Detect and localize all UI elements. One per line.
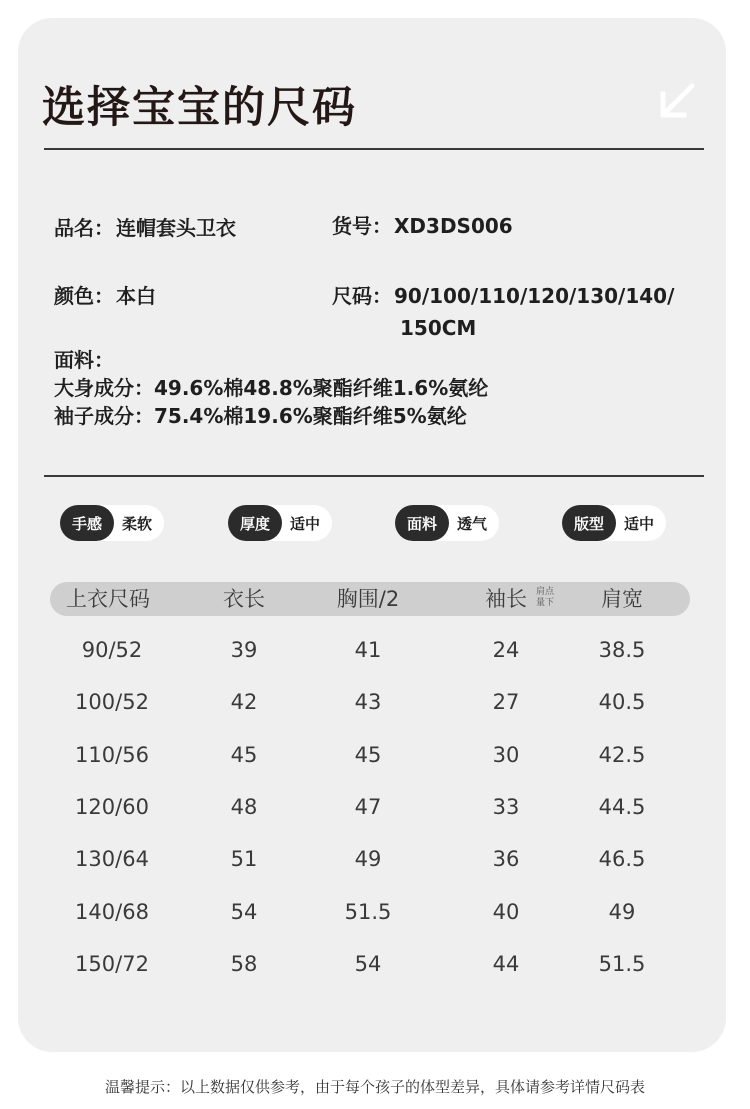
cell-size: 100/52 — [75, 690, 149, 715]
cell-size: 150/72 — [75, 951, 149, 976]
cell-length: 51 — [230, 847, 258, 872]
table-row — [0, 839, 750, 879]
cell-sleeve: 30 — [492, 742, 520, 767]
cell-sleeve: 27 — [492, 690, 520, 715]
cell-size: 90/52 — [81, 638, 143, 662]
attribute-value: 适中 — [624, 514, 655, 533]
attribute-fabric — [395, 505, 499, 541]
cell-chest: 49 — [354, 847, 382, 872]
cell-size: 140/68 — [75, 899, 149, 924]
size-table-header — [50, 582, 690, 616]
divider-top — [44, 148, 704, 150]
attribute-feel — [60, 505, 164, 541]
product-color — [54, 280, 156, 312]
attribute-thickness — [228, 505, 332, 541]
cell-length: 45 — [230, 742, 258, 767]
cell-length: 42 — [230, 690, 258, 715]
attribute-key: 厚度 — [228, 505, 282, 541]
cell-chest: 41 — [354, 638, 382, 662]
color-value: 本白 — [116, 284, 156, 308]
header-sleeve: 袖长 — [485, 587, 527, 611]
attribute-fit — [562, 505, 666, 541]
cell-sleeve: 24 — [492, 638, 520, 662]
sku-value: XD3DS006 — [394, 214, 513, 238]
attribute-key: 面料 — [395, 505, 449, 541]
sku-label: 货号： — [332, 214, 392, 238]
attribute-key: 手感 — [60, 505, 114, 541]
cell-length: 39 — [230, 638, 258, 662]
attribute-key: 版型 — [562, 505, 616, 541]
cell-shoulder: 51.5 — [598, 951, 646, 976]
table-row — [0, 630, 750, 670]
cell-shoulder: 40.5 — [598, 690, 646, 715]
cell-chest: 47 — [354, 794, 382, 819]
header-chest: 胸围/2 — [336, 587, 400, 611]
table-row — [0, 944, 750, 984]
cell-shoulder: 44.5 — [598, 794, 646, 819]
arrow-down-left-icon — [656, 80, 698, 122]
fabric-label: 面料： — [54, 348, 114, 372]
cell-sleeve: 36 — [492, 847, 520, 872]
cell-size: 120/60 — [75, 794, 149, 819]
divider-middle — [44, 475, 704, 477]
fabric-composition — [54, 346, 488, 430]
cell-size: 110/56 — [75, 742, 149, 767]
cell-size: 130/64 — [75, 847, 149, 872]
cell-shoulder: 42.5 — [598, 742, 646, 767]
size-value-line2: 150CM — [400, 316, 477, 340]
cell-shoulder: 38.5 — [598, 638, 646, 662]
footer-note: 温馨提示：以上数据仅供参考，由于每个孩子的体型差异，具体请参考详情尺码表 — [104, 1078, 645, 1096]
cell-chest: 45 — [354, 742, 382, 767]
size-label: 尺码： — [332, 284, 392, 308]
cell-length: 48 — [230, 794, 258, 819]
product-name-label: 品名： — [54, 216, 114, 240]
table-row — [0, 682, 750, 722]
attribute-value: 适中 — [290, 514, 321, 533]
cell-shoulder: 49 — [608, 899, 636, 924]
color-label: 颜色： — [54, 284, 114, 308]
fabric-body: 大身成分：49.6%棉48.8%聚酯纤维1.6%氨纶 — [54, 376, 489, 400]
cell-sleeve: 33 — [492, 794, 520, 819]
header-shoulder: 肩宽 — [601, 587, 643, 611]
cell-sleeve: 40 — [492, 899, 520, 924]
cell-chest: 51.5 — [344, 899, 392, 924]
header-size: 上衣尺码 — [66, 587, 150, 611]
fabric-sleeve: 袖子成分：75.4%棉19.6%聚酯纤维5%氨纶 — [54, 404, 467, 428]
attribute-value: 柔软 — [122, 514, 153, 533]
attribute-value: 透气 — [457, 514, 488, 533]
cell-chest: 54 — [354, 951, 382, 976]
table-row — [0, 892, 750, 932]
cell-length: 58 — [230, 951, 258, 976]
sleeve-measure-note: 肩点 量下 — [536, 587, 555, 608]
cell-sleeve: 44 — [492, 951, 520, 976]
size-value-line1: 90/100/110/120/130/140/ — [394, 284, 675, 308]
page-title: 选择宝宝的尺码 — [42, 83, 357, 133]
product-name — [54, 212, 236, 244]
cell-shoulder: 46.5 — [598, 847, 646, 872]
size-range — [332, 280, 674, 312]
product-name-value: 连帽套头卫衣 — [116, 216, 236, 240]
sku — [332, 210, 513, 242]
cell-length: 54 — [230, 899, 258, 924]
table-row — [0, 787, 750, 827]
header-length: 衣长 — [223, 587, 265, 611]
table-row — [0, 735, 750, 775]
cell-chest: 43 — [354, 690, 382, 715]
